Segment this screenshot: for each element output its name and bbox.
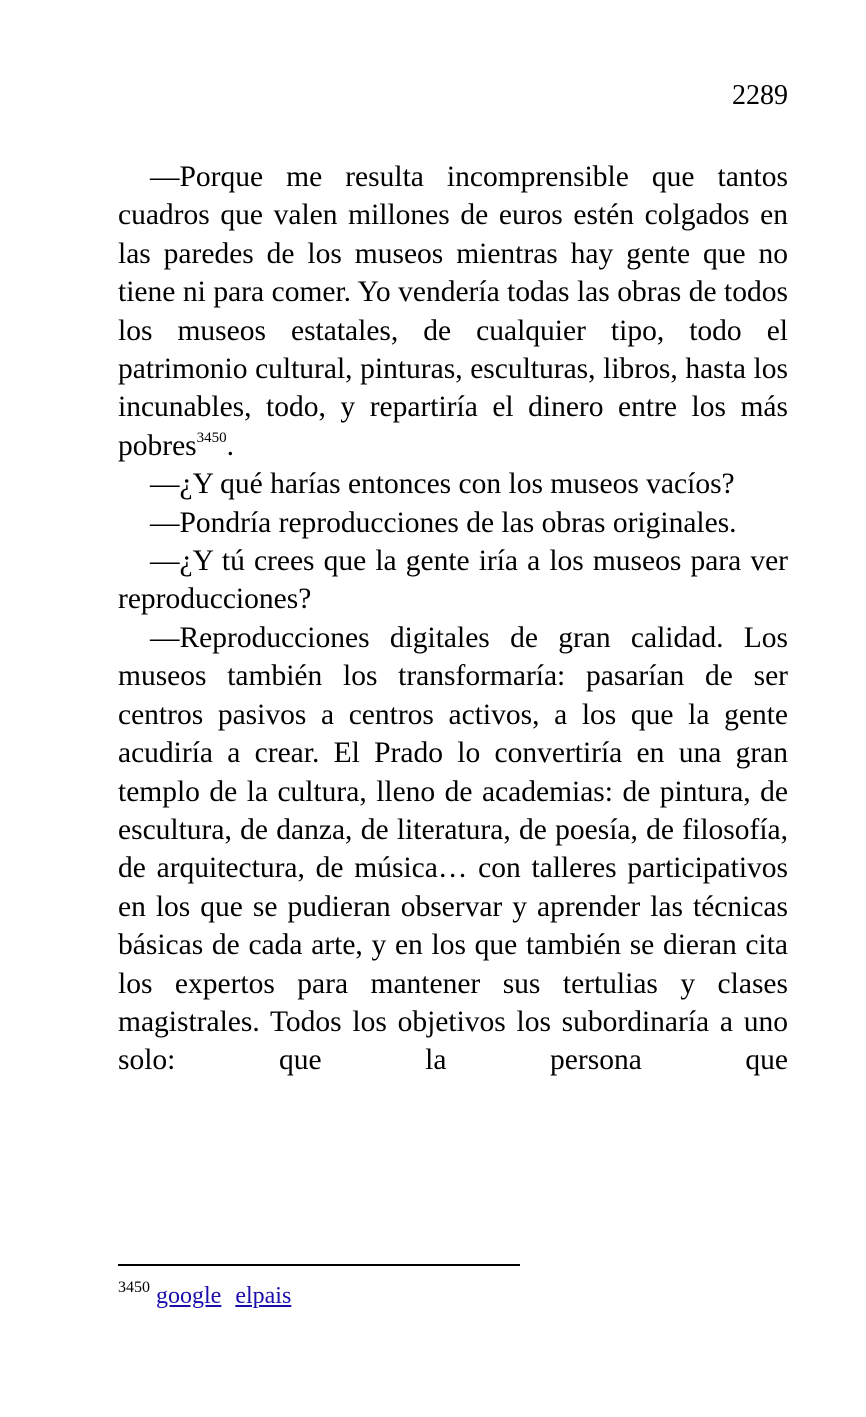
footnote-number: 3450 [118, 1279, 150, 1296]
body-text [118, 158, 788, 1080]
google-link[interactable]: google [156, 1283, 222, 1309]
footnote-divider [118, 1264, 520, 1266]
footnote [118, 1276, 291, 1316]
paragraph: —¿Y qué harías entonces con los museos vacíos? [150, 468, 735, 501]
paragraph: —Porque me resulta incomprensible que tantos cuadros que valen millones de euros estén colgados en las paredes de los museos mientras hay gente que no tiene ni para comer. Yo vendería todas las obras de todos los museos estatales, de cualquier tipo, todo el patrimonio cultural, pinturas, esculturas, libros, hasta los incunables, todo, y repartiría el dinero entre los más pobres$^{3450}$. [118, 161, 788, 462]
footnote-reference[interactable]: 3450 [196, 430, 227, 447]
elpais-link[interactable]: elpais [235, 1283, 292, 1309]
page-number: 2289 [732, 80, 788, 111]
paragraph: —Reproducciones digitales de gran calidad. Los museos también los transformaría: pasarían de ser centros pasivos a centros activos, a los que la gente acudiría a crear. El Prado lo convertiría en una gran templo de la cultura, lleno de academias: de pintura, de escultura, de danza, de literatura, de poesía, de filosofía, de arquitectura, de música… con talleres participativos en los que se pudieran observar y aprender las técnicas básicas de cada arte, y en los que también se dieran cita los expertos para mantener sus tertulias y clases magistrales. Todos los objetivos los subordinaría a uno solo: que la persona que [118, 621, 788, 1077]
paragraph: —Pondría reproducciones de las obras originales. [150, 506, 737, 539]
paragraph: —¿Y tú crees que la gente iría a los museos para ver reproducciones? [118, 545, 788, 616]
